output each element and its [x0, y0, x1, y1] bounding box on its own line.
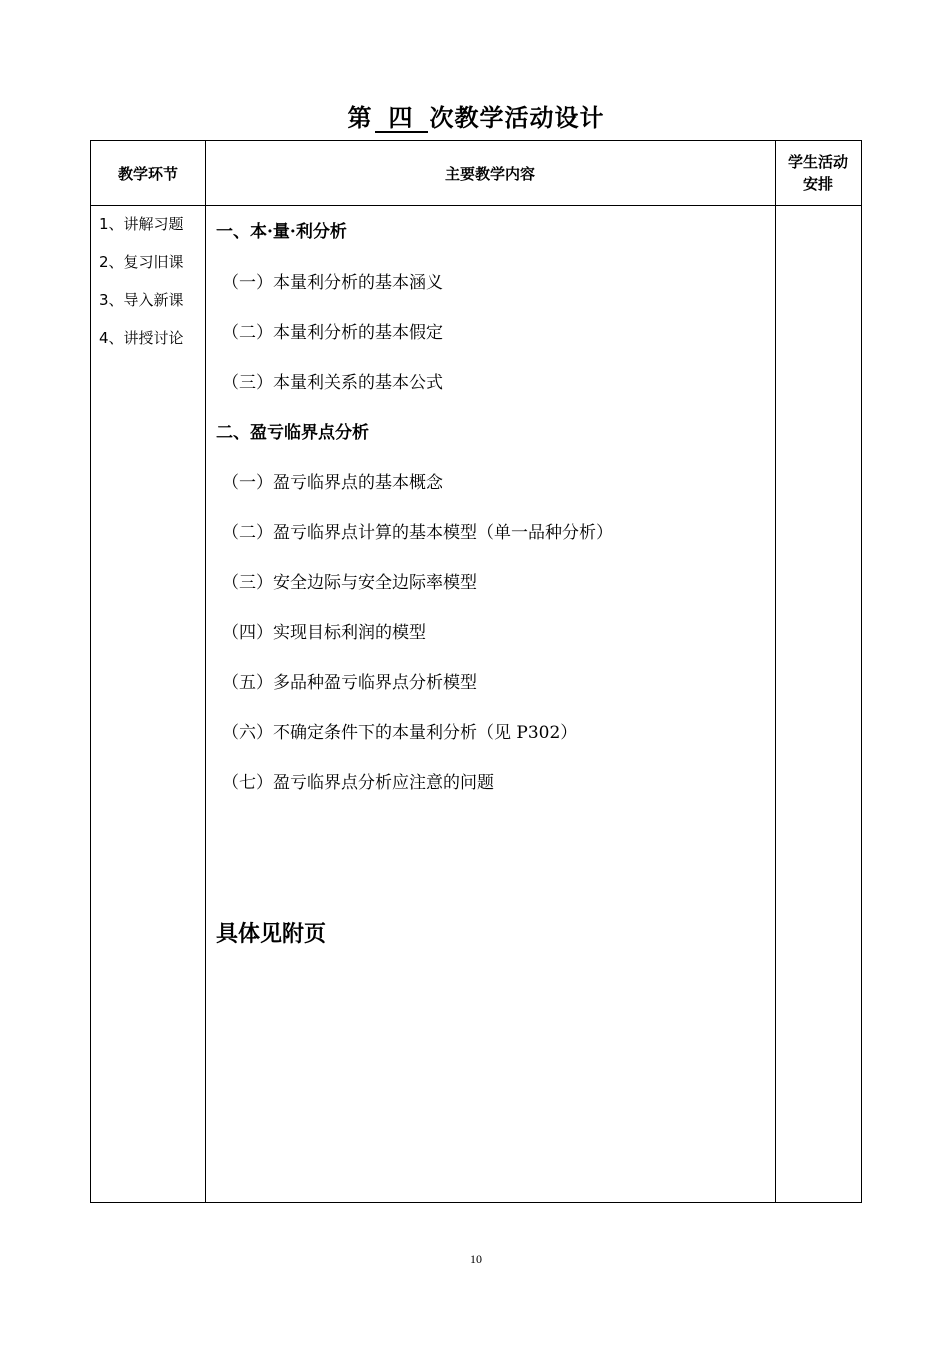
title-number: 四 [375, 105, 428, 133]
header-divider [91, 205, 861, 206]
content-item: （二）盈亏临界点计算的基本模型（单一品种分析） [222, 523, 613, 543]
content-item: （一）本量利分析的基本涵义 [222, 273, 443, 293]
page-number: 10 [470, 1252, 482, 1266]
title-prefix: 第 [347, 104, 373, 132]
content-item: （三）本量利关系的基本公式 [222, 373, 443, 393]
step-item: 1、讲解习题 [99, 215, 184, 233]
content-item: （四）实现目标利润的模型 [222, 623, 426, 643]
section-heading-breakeven: 二、盈亏临界点分析 [216, 423, 369, 443]
title-suffix: 次教学活动设计 [429, 104, 605, 132]
content-item: （五）多品种盈亏临界点分析模型 [222, 673, 477, 693]
step-item: 3、导入新课 [99, 291, 184, 309]
content-item: （三）安全边际与安全边际率模型 [222, 573, 477, 593]
header-teaching-stage: 教学环节 [117, 165, 178, 183]
header-student-activity-line2: 安排 [802, 175, 833, 193]
see-appendix-note: 具体见附页 [216, 922, 327, 947]
column-divider-2 [775, 141, 776, 1202]
header-student-activity [775, 151, 861, 195]
step-item: 4、讲授讨论 [99, 329, 184, 347]
header-student-activity-line1: 学生活动 [787, 153, 848, 171]
content-item: （七）盈亏临界点分析应注意的问题 [222, 773, 494, 793]
lesson-table [90, 140, 862, 1203]
content-item: （一）盈亏临界点的基本概念 [222, 473, 443, 493]
section-heading-cvp: 一、本·量·利分析 [216, 222, 347, 242]
header-main-content: 主要教学内容 [444, 165, 535, 183]
content-item: （二）本量利分析的基本假定 [222, 323, 443, 343]
content-item: （六）不确定条件下的本量利分析（见 P302） [222, 723, 578, 743]
teaching-steps-list [99, 213, 209, 365]
page-title [0, 100, 952, 136]
step-item: 2、复习旧课 [99, 253, 184, 271]
